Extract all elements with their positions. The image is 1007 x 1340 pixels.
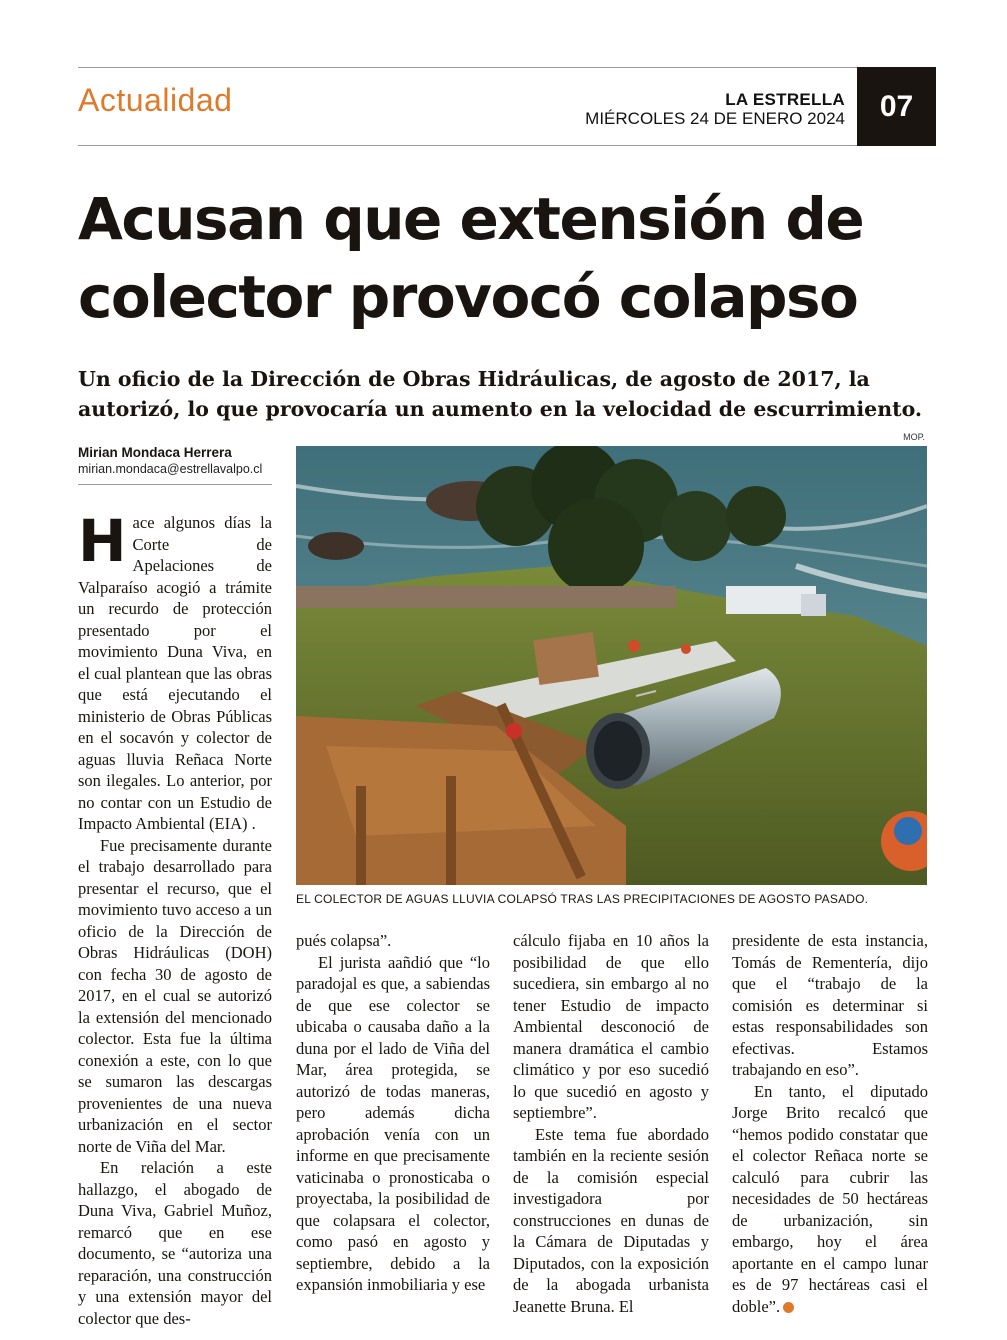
body-column-2 <box>296 930 490 1296</box>
drop-cap: H <box>78 507 127 575</box>
body-column-4 <box>732 930 928 1317</box>
paragraph: Este tema fue abordado también en la reciente sesión de la comisión especial investigadora por construcciones en dunas de la Cámara de Diputadas y Diputados, con la exposición de la abogada urbanista Jeanette Bruna. El <box>513 1124 709 1316</box>
end-mark-icon <box>783 1302 794 1313</box>
paragraph: En relación a este hallazgo, el abogado de Duna Viva, Gabriel Muñoz, remarcó que en ese documento, se “autoriza una reparación, una construcción y una extensión mayor del colector que des- <box>78 1158 272 1328</box>
body-column-1 <box>78 507 272 1329</box>
masthead <box>585 91 845 129</box>
paragraph-text: ace algunos días la Corte de Apelaciones de Valparaíso acogió a trámite un recurdo de protección presentado por el movimiento Duna Viva, en el cual plantean que las obras que está ejecutando el ministerio de Obras Públicas en el socavón y colector de aguas lluvia Reñaca Norte son ilegales. Lo anterior, por no contar con un Estudio de Impacto Ambiental (EIA) . <box>78 513 272 833</box>
headline-line-2: colector provocó colapso <box>78 263 858 331</box>
paragraph <box>78 507 272 835</box>
header-bottom-rule <box>78 145 857 146</box>
paragraph: pués colapsa”. <box>296 931 392 950</box>
paragraph <box>732 1081 928 1318</box>
paragraph: El jurista aañdió que “lo paradojal es que, a sabiendas de que ese colector se ubicaba o causaba daño a la duna por el lado de Viña del Mar, área protegida, se autorizó de todas maneras, pero además dicha aprobación venía con un informe en que precisamente vaticinaba o pronosticaba o proyectaba, la posibilidad de que colapsara el colector, como pasó en agosto y septiembre, debido a la expansión inmobiliaria y ese <box>296 952 490 1294</box>
newspaper-name: LA ESTRELLA <box>725 90 845 109</box>
top-rule <box>78 67 936 68</box>
byline-rule <box>78 484 272 485</box>
collector-photo-illustration <box>296 446 927 885</box>
page-number: 07 <box>857 67 936 146</box>
paragraph: cálculo fijaba en 10 años la posibilidad de que ello sucediera, sin embargo al no tener Estudio de impacto Ambiental desconoció de manera dramática el cambio climático y por eso sucedió lo que sucedió en agosto y septiembre”. <box>513 931 709 1122</box>
author-email[interactable]: mirian.mondaca@estrellavalpo.cl <box>78 462 263 476</box>
byline <box>78 444 272 477</box>
photo-caption: EL COLECTOR DE AGUAS LLUVIA COLAPSÓ TRAS LAS PRECIPITACIONES DE AGOSTO PASADO. <box>296 892 869 906</box>
deck: Un oficio de la Dirección de Obras Hidráulicas, de agosto de 2017, la autorizó, lo que provocaría un aumento en la velocidad de escurrimiento. <box>78 367 923 421</box>
paragraph-text: En tanto, el diputado Jorge Brito recalcó que “hemos podido constatar que el colector Reñaca norte se calculó para cubrir las necesidades de 50 hectáreas de urbanización, sin embargo, hoy el área aportante en el campo lunar es de 97 hectáreas casi el doble”. <box>732 1081 928 1316</box>
paragraph: presidente de esta instancia, Tomás de Rementería, dijo que el “trabajo de la comisión es determinar si estas responsabilidades son efectivas. Estamos trabajando en eso”. <box>732 931 928 1079</box>
issue-date: MIÉRCOLES 24 DE ENERO 2024 <box>585 109 845 128</box>
photo-credit: MOP. <box>903 432 925 442</box>
section-label: Actualidad <box>78 82 233 118</box>
author-name: Mirian Mondaca Herrera <box>78 445 232 460</box>
body-column-3 <box>513 930 709 1317</box>
article-photo <box>296 446 927 885</box>
headline-line-1: Acusan que extensión de <box>78 185 864 253</box>
paragraph: Fue precisamente durante el trabajo desarrollado para presentar el recurso, que el movimiento tuvo acceso a un oficio de la Dirección de Obras Hidráulicas (DOH) con fecha 30 de agosto de 2017, en el cual se autorizó la extensión del mencionado colector. Esta fue la última conexión a este, con lo que se sumaron las descargas provenientes de una nueva urbanización en el sector norte de Viña del Mar. <box>78 835 272 1156</box>
headline <box>78 180 938 336</box>
